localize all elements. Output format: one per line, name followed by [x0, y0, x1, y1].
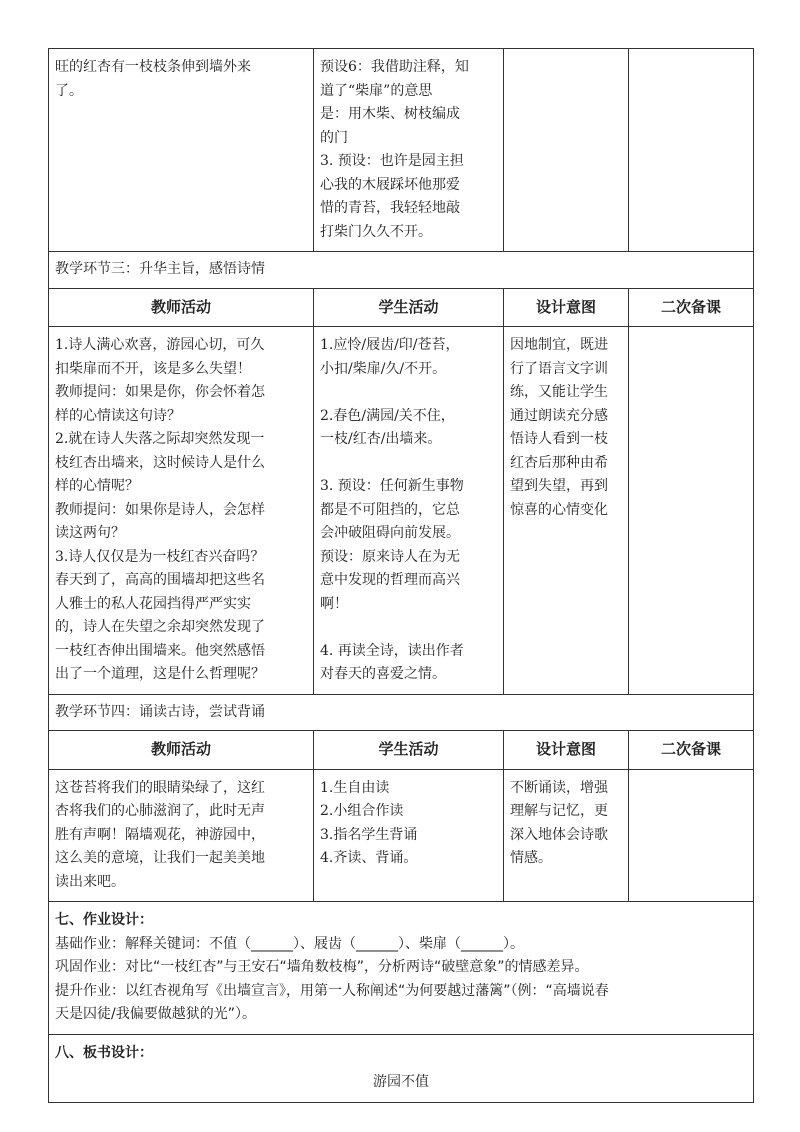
text-line: 一枝/红杏/出墙来。	[320, 431, 442, 447]
text-line: 都是不可阻挡的，它总	[320, 501, 460, 518]
header-teacher: 教师活动	[49, 731, 314, 770]
text-line: 悟诗人看到一枝	[510, 431, 608, 447]
header-intent: 设计意图	[504, 731, 629, 770]
text-line: 预设6：我借助注释，知	[320, 59, 469, 75]
continuation-teacher-cell	[49, 49, 314, 252]
continuation-row	[49, 49, 754, 252]
text-line: 人雅士的私人花园挡得严严实实	[55, 595, 251, 612]
spacer	[320, 452, 497, 476]
section4-student-cell	[314, 769, 504, 902]
text-line: 通过朗读充分感	[510, 407, 608, 424]
section4-header-row	[49, 731, 754, 770]
text-line: 惜的青苔，我轻轻地敲	[320, 200, 460, 216]
text-line: 望到失望，再到	[510, 478, 608, 494]
section4-title: 教学环节四：诵读古诗，尝试背诵	[49, 694, 754, 731]
text-line: 这苍苔将我们的眼睛染绿了，这红	[55, 779, 265, 796]
text-line: 春天到了，高高的围墙却把这些名	[55, 572, 265, 588]
text-line: 是：用木柴、树枝编成	[320, 106, 460, 122]
text-line: 2.就在诗人失落之际却突然发现一	[55, 431, 265, 447]
board-content: 游园不值	[373, 1074, 429, 1090]
text-line: 读出来吧。	[55, 873, 125, 890]
section3-title-row	[49, 252, 754, 289]
header-second: 二次备课	[629, 731, 754, 770]
lesson-plan-table	[48, 48, 754, 1103]
section3-intent-cell	[504, 327, 629, 695]
board-title: 八、板书设计：	[55, 1044, 153, 1061]
text-line: 胜有声啊！隔墙观花，神游园中，	[55, 826, 265, 843]
text-line: 这么美的意境，让我们一起美美地	[55, 850, 265, 866]
text-line: 出了一个道理，这是什么哲理呢？	[55, 666, 265, 682]
text-line: 教师提问：如果你是诗人，会怎样	[55, 501, 265, 518]
section4-teacher-cell	[49, 769, 314, 902]
text-line: 4. 再读全诗，读出作者	[320, 642, 464, 659]
text-line: 小扣/柴扉/久/不开。	[320, 360, 447, 377]
homework-cell	[49, 902, 754, 1035]
homework-line: 提升作业：以红杏视角写《出墙宣言》，用第一人称阐述“为何要越过藩篱”（例：“高墙说春	[55, 982, 609, 999]
section4-second-cell	[629, 769, 754, 902]
header-teacher: 教师活动	[49, 288, 314, 327]
spacer	[320, 381, 497, 405]
text-line: 读这两句？	[55, 525, 125, 541]
section3-title: 教学环节三：升华主旨，感悟诗情	[49, 252, 754, 289]
text-line: 4.齐读、背诵。	[320, 850, 418, 866]
text-line: 情感。	[510, 850, 552, 866]
text-line: 1.生自由读	[320, 779, 390, 796]
text-line: 练，又能让学生	[510, 384, 608, 400]
section4-title-row	[49, 694, 754, 731]
text-line: 枝红杏出墙来，这时候诗人是什么	[55, 454, 265, 471]
text-line: 样的心情呢？	[55, 478, 139, 494]
text-line: 教师提问：如果是你，你会怀着怎	[55, 384, 265, 400]
board-cell	[49, 1034, 754, 1102]
text-line: 因地制宜，既进	[510, 337, 608, 353]
text-line: 打柴门久久不开。	[320, 223, 432, 240]
text-line: 1.应怜/屐齿/印/苍苔，	[320, 337, 460, 353]
text-line: 的门	[320, 129, 348, 146]
spacer	[320, 616, 497, 640]
text-line: 3. 预设：也许是园主担	[320, 153, 464, 169]
section3-second-cell	[629, 327, 754, 695]
text-line: 的，诗人在失望之余却突然发现了	[55, 619, 265, 635]
header-student: 学生活动	[314, 288, 504, 327]
text-line: 惊喜的心情变化	[510, 501, 608, 518]
text-line: 啊！	[320, 595, 348, 612]
section4-intent-cell	[504, 769, 629, 902]
homework-title: 七、作业设计：	[55, 912, 153, 928]
text-line: 意中发现的哲理而高兴	[320, 572, 460, 588]
text-line: 会冲破阻碍向前发展。	[320, 525, 460, 541]
homework-row	[49, 902, 754, 1035]
section3-teacher-cell	[49, 327, 314, 695]
continuation-second-cell	[629, 49, 754, 252]
section3-student-cell	[314, 327, 504, 695]
text-line: 道了“柴扉”的意思	[320, 82, 433, 99]
text-line: 对春天的喜爱之情。	[320, 666, 446, 682]
text-line: 理解与记忆，更	[510, 803, 608, 819]
homework-line: 基础作业：解释关键词：不值（______）、屐齿（______）、柴扉（______）。	[55, 935, 524, 952]
text-line: 一枝红杏伸出围墙来。他突然感悟	[55, 642, 265, 659]
text-line: 2.小组合作读	[320, 803, 404, 819]
continuation-student-cell	[314, 49, 504, 252]
section3-header-row	[49, 288, 754, 327]
text-line: 样的心情读这句诗？	[55, 407, 181, 424]
text-line: 旺的红杏有一枝枝条伸到墙外来	[55, 59, 251, 75]
text-line: 预设：原来诗人在为无	[320, 548, 460, 565]
section4-content-row	[49, 769, 754, 902]
header-intent: 设计意图	[504, 288, 629, 327]
continuation-intent-cell	[504, 49, 629, 252]
text-line: 了。	[55, 82, 83, 99]
board-row	[49, 1034, 754, 1102]
text-line: 3. 预设：任何新生事物	[320, 478, 464, 494]
text-line: 不断诵读，增强	[510, 779, 608, 796]
text-line: 1.诗人满心欢喜，游园心切，可久	[55, 337, 265, 353]
text-line: 心我的木屐踩坏他那爱	[320, 176, 460, 193]
homework-line: 巩固作业：对比“一枝红杏”与王安石“墙角数枝梅”，分析两诗“破壁意象”的情感差异。	[55, 959, 589, 975]
section3-content-row	[49, 327, 754, 695]
header-second: 二次备课	[629, 288, 754, 327]
text-line: 红杏后那种由希	[510, 454, 608, 471]
text-line: 杏将我们的心肺滋润了，此时无声	[55, 803, 265, 819]
text-line: 行了语言文字训	[510, 360, 608, 377]
text-line: 扣柴扉而不开，该是多么失望！	[55, 360, 251, 377]
text-line: 深入地体会诗歌	[510, 826, 608, 843]
header-student: 学生活动	[314, 731, 504, 770]
text-line: 3.指名学生背诵	[320, 826, 418, 843]
text-line: 2.春色/满园/关不住，	[320, 407, 455, 424]
homework-line: 天是囚徒/我偏要做越狱的光”）。	[55, 1006, 256, 1022]
text-line: 3.诗人仅仅是为一枝红杏兴奋吗？	[55, 548, 265, 565]
